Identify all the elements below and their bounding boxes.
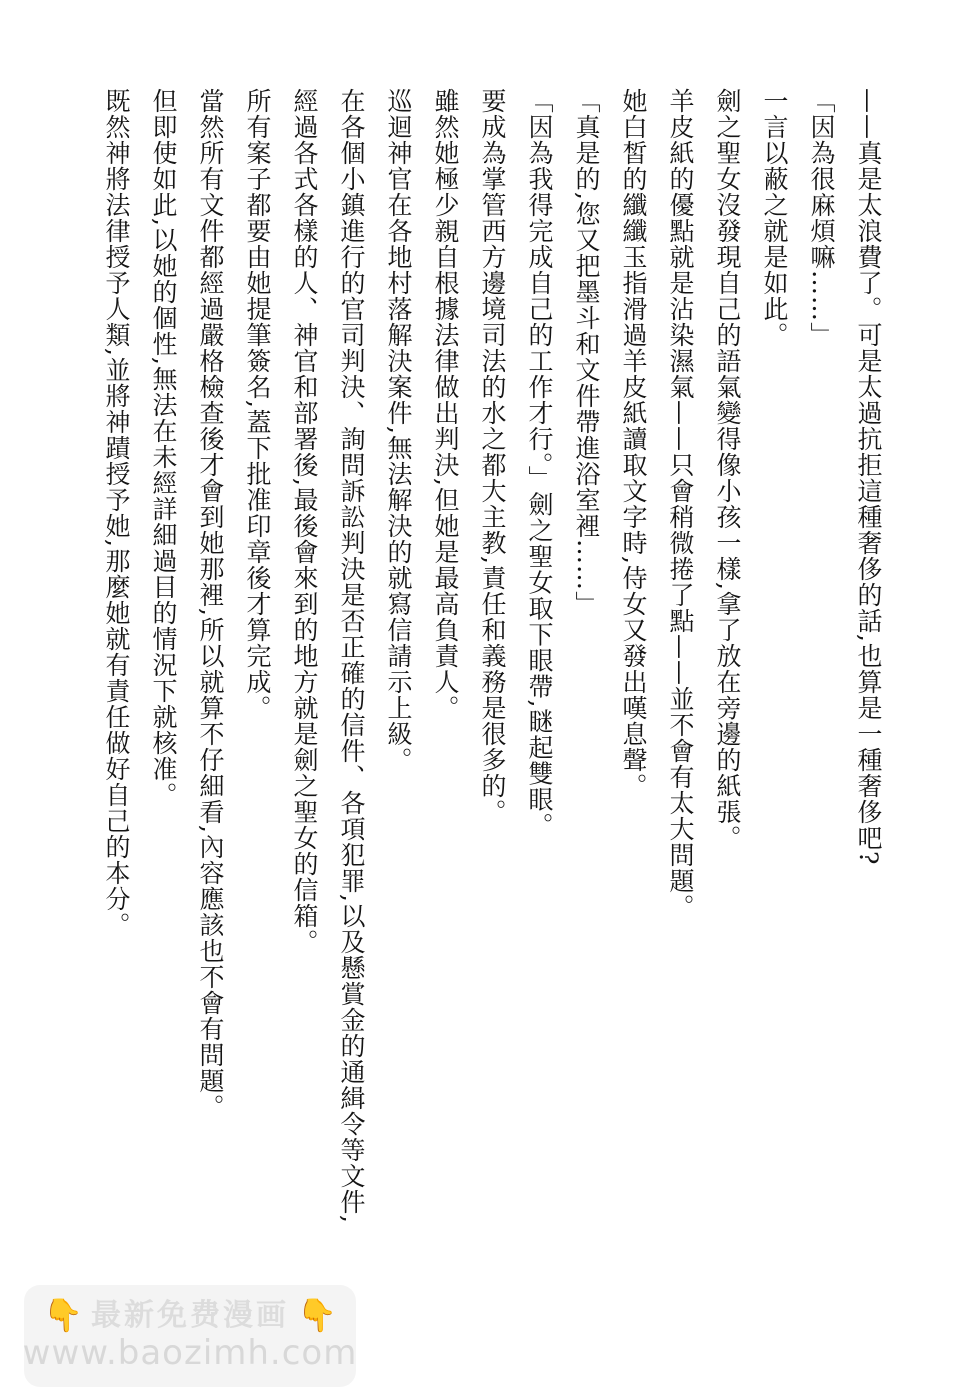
paragraph: 所有案子都要由她提筆簽名,蓋下批准印章後才算完成。 — [243, 88, 272, 721]
pointing-down-icon: 👇 — [43, 1296, 83, 1334]
paragraph: 羊皮紙的優點就是沾染濕氣——只會稍微捲了點——並不會有太大問題。 — [666, 88, 695, 920]
site-watermark — [24, 1285, 356, 1387]
paragraph: 經過各式各樣的人、神官和部署後,最後會來到的地方就是劍之聖女的信箱。 — [290, 88, 319, 955]
pointing-down-icon: 👇 — [297, 1296, 337, 1334]
paragraph: 「因為很麻煩嘛……」 — [807, 88, 836, 348]
watermark-title: 最新免费漫画 — [91, 1298, 289, 1334]
paragraph: 一言以蔽之就是如此。 — [760, 88, 789, 348]
watermark-url: www.baozimh.com — [22, 1333, 358, 1374]
paragraph: 在各個小鎮進行的官司判決、詢問訴訟判決是否正確的信件、各項犯罪,以及懸賞金的通緝令等文件, — [337, 88, 366, 1224]
paragraph: 當然所有文件都經過嚴格檢查後才會到她那裡,所以就算不仔細看,內容應該也不會有問題。 — [196, 88, 225, 1120]
paragraph: 要成為掌管西方邊境司法的水之都大主教,責任和義務是很多的。 — [478, 88, 507, 825]
paragraph: 巡迴神官在各地村落解決案件,無法解決的就寫信請示上級。 — [384, 88, 413, 773]
paragraph: 她白皙的纖纖玉指滑過羊皮紙讀取文字時,侍女又發出嘆息聲。 — [619, 88, 648, 799]
vertical-text-block — [93, 88, 892, 1278]
paragraph: ——真是太浪費了。可是太過抗拒這種奢侈的話,也算是一種奢侈吧? — [854, 88, 883, 866]
paragraph: 「真是的,您又把墨斗和文件帶進浴室裡……」 — [572, 88, 601, 617]
paragraph: 劍之聖女沒發現自己的語氣變得像小孩一樣,拿了放在旁邊的紙張。 — [713, 88, 742, 851]
paragraph: 但即使如此,以她的個性,無法在未經詳細過目的情況下就核准。 — [149, 88, 178, 808]
watermark-title-row — [43, 1298, 337, 1333]
paragraph: 既然神將法律授予人類,並將神蹟授予她,那麼她就有責任做好自己的本分。 — [102, 88, 131, 938]
paragraph: 雖然她極少親自根據法律做出判決,但她是最高負責人。 — [431, 88, 460, 721]
paragraph: 「因為我得完成自己的工作才行。」劍之聖女取下眼帶,瞇起雙眼。 — [525, 88, 554, 839]
